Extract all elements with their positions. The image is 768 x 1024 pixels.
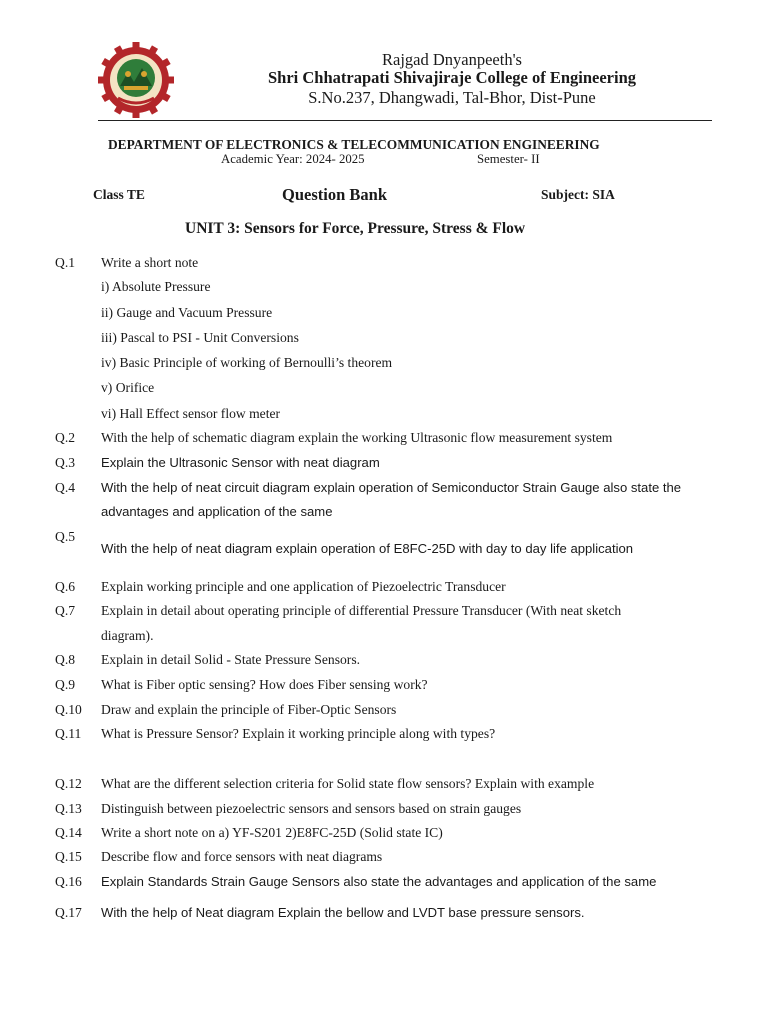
question-text: Write a short note bbox=[101, 255, 199, 270]
college-name: Shri Chhatrapati Shivajiraje College of Engineering bbox=[267, 68, 637, 87]
question-text: What is Pressure Sensor? Explain it working principle along with types? bbox=[101, 726, 496, 741]
question-text: What is Fiber optic sensing? How does Fiber sensing work? bbox=[101, 677, 428, 692]
question-number: Q.5 bbox=[55, 529, 76, 544]
subject-label: Subject: SIA bbox=[541, 187, 615, 202]
question-text: Write a short note on a) YF-S201 2)E8FC-25D (Solid state IC) bbox=[101, 825, 443, 840]
question-text: Describe flow and force sensors with neat diagrams bbox=[101, 849, 383, 864]
question-text: Draw and explain the principle of Fiber-Optic Sensors bbox=[101, 702, 397, 717]
question-text: Explain working principle and one application of Piezoelectric Transducer bbox=[101, 579, 506, 594]
question-number: Q.3 bbox=[55, 455, 76, 470]
question-subitem: i) Absolute Pressure bbox=[101, 279, 211, 294]
college-address: S.No.237, Dhangwadi, Tal-Bhor, Dist-Pune bbox=[308, 88, 596, 107]
question-number: Q.1 bbox=[55, 255, 76, 270]
semester: Semester- II bbox=[477, 152, 540, 166]
question-text-continued: advantages and application of the same bbox=[101, 504, 333, 519]
question-number: Q.17 bbox=[55, 905, 82, 920]
question-number: Q.12 bbox=[55, 776, 82, 791]
question-number: Q.16 bbox=[55, 874, 82, 889]
question-text: Explain Standards Strain Gauge Sensors also state the advantages and application of the same bbox=[101, 874, 657, 889]
question-text: Explain in detail Solid - State Pressure Sensors. bbox=[101, 652, 361, 667]
question-subitem: iii) Pascal to PSI - Unit Conversions bbox=[101, 330, 299, 345]
question-text: With the help of neat diagram explain operation of E8FC-25D with day to day life application bbox=[101, 541, 634, 556]
academic-year: Academic Year: 2024- 2025 bbox=[221, 152, 365, 166]
question-text-continued: diagram). bbox=[101, 628, 154, 643]
class-label: Class TE bbox=[93, 187, 145, 202]
question-subitem: ii) Gauge and Vacuum Pressure bbox=[101, 305, 273, 320]
question-number: Q.14 bbox=[55, 825, 82, 840]
question-number: Q.6 bbox=[55, 579, 76, 594]
unit-heading: UNIT 3: Sensors for Force, Pressure, Stress & Flow bbox=[185, 220, 526, 237]
question-text: Explain the Ultrasonic Sensor with neat diagram bbox=[101, 455, 380, 470]
question-number: Q.2 bbox=[55, 430, 76, 445]
question-number: Q.9 bbox=[55, 677, 76, 692]
question-number: Q.15 bbox=[55, 849, 82, 864]
question-number: Q.8 bbox=[55, 652, 76, 667]
header-divider bbox=[98, 120, 712, 121]
question-text: With the help of neat circuit diagram explain operation of Semiconductor Strain Gauge also state the bbox=[101, 480, 682, 495]
question-number: Q.4 bbox=[55, 480, 76, 495]
question-text: Explain in detail about operating principle of differential Pressure Transducer (With neat sketch bbox=[101, 603, 622, 618]
question-number: Q.10 bbox=[55, 702, 82, 717]
question-number: Q.11 bbox=[55, 726, 82, 741]
trust-name: Rajgad Dnyanpeeth's bbox=[382, 50, 522, 69]
question-subitem: iv) Basic Principle of working of Bernoulli’s theorem bbox=[101, 355, 393, 370]
question-text: What are the different selection criteria for Solid state flow sensors? Explain with example bbox=[101, 776, 595, 791]
question-text: With the help of Neat diagram Explain the bellow and LVDT base pressure sensors. bbox=[101, 905, 585, 920]
document-title: Question Bank bbox=[282, 185, 387, 204]
question-text: Distinguish between piezoelectric sensors and sensors based on strain gauges bbox=[101, 801, 522, 816]
college-logo bbox=[98, 42, 174, 118]
department-name: DEPARTMENT OF ELECTRONICS & TELECOMMUNICATION ENGINEERING bbox=[108, 137, 600, 152]
question-number: Q.13 bbox=[55, 801, 82, 816]
question-number: Q.7 bbox=[55, 603, 76, 618]
question-text: With the help of schematic diagram explain the working Ultrasonic flow measurement system bbox=[101, 430, 613, 445]
question-subitem: v) Orifice bbox=[101, 380, 155, 395]
question-subitem: vi) Hall Effect sensor flow meter bbox=[101, 406, 281, 421]
